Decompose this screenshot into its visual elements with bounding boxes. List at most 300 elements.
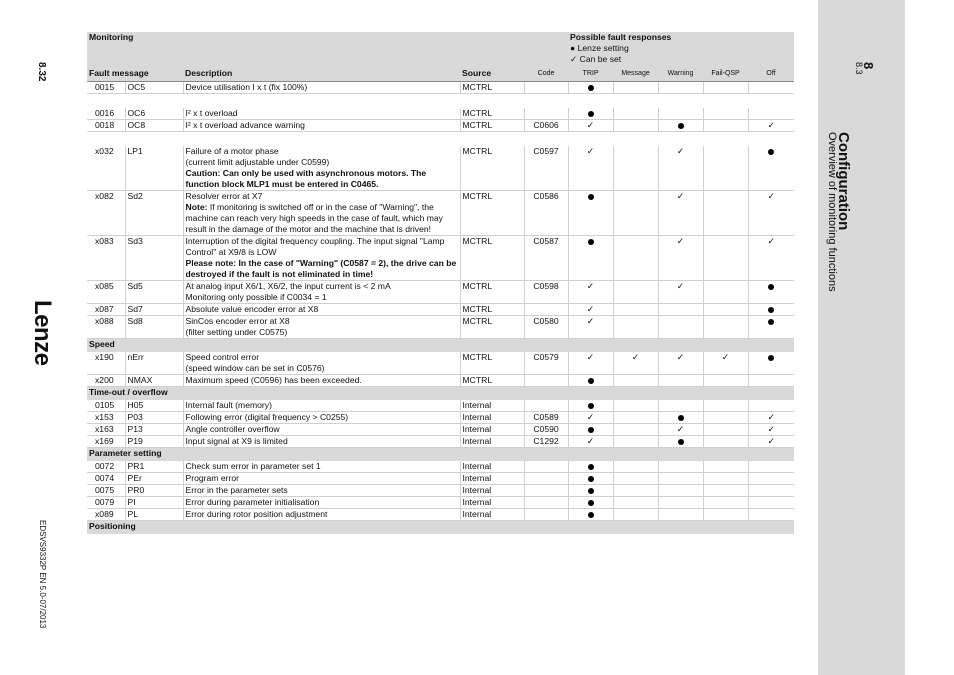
response-message: [613, 375, 658, 387]
fault-source: MCTRL: [460, 316, 524, 339]
fault-id: NMAX: [125, 375, 183, 387]
description-warning: Please note: In the case of "Warning" (C0587 = 2), the drive can be destroyed if the fault is not eliminated in time!: [185, 258, 457, 279]
section-title: Speed: [87, 339, 794, 353]
description-note: [186, 202, 458, 235]
table-row: [87, 375, 794, 387]
response-off: [748, 400, 794, 412]
description-line: Maximum speed (C0596) has been exceeded.: [185, 375, 362, 385]
description-line: Error in the parameter sets: [185, 485, 288, 495]
lenze-setting-dot-icon: [678, 439, 684, 445]
fault-number: x083: [87, 236, 125, 281]
can-be-set-check-icon: ✓: [767, 236, 776, 246]
response-off: [748, 316, 794, 339]
response-warning: [658, 375, 703, 387]
fault-number: x089: [87, 509, 125, 521]
row-spacer: [87, 94, 794, 109]
fault-number: 0074: [87, 473, 125, 485]
response-message: [613, 509, 658, 521]
response-message: [613, 461, 658, 473]
can-be-set-check-icon: ✓: [767, 424, 776, 434]
description-line: Absolute value encoder error at X8: [185, 304, 319, 314]
table-row: [87, 473, 794, 485]
table-row: [87, 108, 794, 120]
note-text: If monitoring is switched off or in the case of "Warning", the machine can reach very high speeds in the case of fault, which may result in the damage of the motor and the machine that is driven!: [185, 202, 443, 234]
fault-source: Internal: [460, 400, 524, 412]
chapter-title: Configuration: [835, 132, 852, 231]
fault-code: [524, 375, 568, 387]
response-trip: [568, 400, 613, 412]
fault-id: H05: [125, 400, 183, 412]
lenze-setting-dot-icon: [768, 307, 774, 313]
spacer-cell: [87, 94, 794, 109]
response-failqsp: [703, 281, 748, 304]
response-warning: [658, 281, 703, 304]
fault-description: [183, 375, 460, 387]
fault-number: x032: [87, 146, 125, 191]
section-header: [87, 339, 794, 353]
response-off: [748, 281, 794, 304]
fault-code: C0598: [524, 281, 568, 304]
lenze-setting-dot-icon: [588, 500, 594, 506]
table-header: [87, 32, 794, 66]
fault-source: MCTRL: [460, 120, 524, 132]
fault-number: x153: [87, 412, 125, 424]
fault-source: MCTRL: [460, 82, 524, 94]
lenze-setting-dot-icon: [768, 319, 774, 325]
table-row: [87, 304, 794, 316]
fault-source: Internal: [460, 412, 524, 424]
col-description: Description: [183, 66, 460, 82]
response-message: [613, 82, 658, 94]
fault-description: [183, 485, 460, 497]
fault-code: C0597: [524, 146, 568, 191]
fault-id: OC8: [125, 120, 183, 132]
description-line: Following error (digital frequency > C0255): [185, 412, 349, 422]
response-off: [748, 82, 794, 94]
section-header: [87, 521, 794, 535]
fault-description: [183, 473, 460, 485]
can-be-set-check-icon: ✓: [676, 146, 685, 156]
fault-source: MCTRL: [460, 236, 524, 281]
fault-number: x190: [87, 352, 125, 375]
lenze-setting-dot-icon: [768, 149, 774, 155]
section-header: [87, 448, 794, 462]
fault-description: [183, 82, 460, 94]
col-source: Source: [460, 66, 524, 82]
section-title: Parameter setting: [87, 448, 794, 462]
response-failqsp: [703, 120, 748, 132]
can-be-set-check-icon: ✓: [676, 352, 685, 362]
can-be-set-check-icon: ✓: [676, 191, 685, 201]
can-be-set-check-icon: ✓: [586, 146, 595, 156]
can-be-set-check-icon: ✓: [676, 424, 685, 434]
fault-code: C0587: [524, 236, 568, 281]
response-off: [748, 485, 794, 497]
fault-description: [183, 304, 460, 316]
response-off: [748, 304, 794, 316]
can-be-set-check-icon: ✓: [586, 120, 595, 130]
fault-number: x085: [87, 281, 125, 304]
section-title: Overview of monitoring functions: [826, 132, 838, 292]
response-off: [748, 120, 794, 132]
fault-description: [183, 108, 460, 120]
table-row: [87, 281, 794, 304]
response-failqsp: [703, 316, 748, 339]
col-code: Code: [524, 66, 568, 82]
fault-id: PR1: [125, 461, 183, 473]
response-warning: [658, 400, 703, 412]
can-be-set-check-icon: ✓: [767, 191, 776, 201]
response-trip: [568, 304, 613, 316]
table-row: [87, 424, 794, 436]
fault-id: PR0: [125, 485, 183, 497]
fault-description: [183, 146, 460, 191]
response-warning: [658, 236, 703, 281]
response-failqsp: [703, 191, 748, 236]
can-be-set-check-icon: ✓: [586, 412, 595, 422]
table-row: [87, 120, 794, 132]
response-message: [613, 191, 658, 236]
lenze-setting-dot-icon: [588, 403, 594, 409]
page-number: 8.32: [36, 62, 47, 82]
left-margin: [0, 0, 80, 675]
description-line: Device utilisation I x t (fix 100%): [185, 82, 308, 92]
response-warning: [658, 352, 703, 375]
fault-code: [524, 509, 568, 521]
response-off: [748, 375, 794, 387]
response-trip: [568, 424, 613, 436]
response-failqsp: [703, 497, 748, 509]
response-trip: [568, 485, 613, 497]
table-row: [87, 436, 794, 448]
response-warning: [658, 461, 703, 473]
fault-source: Internal: [460, 485, 524, 497]
fault-number: 0072: [87, 461, 125, 473]
response-failqsp: [703, 473, 748, 485]
can-be-set-check-icon: ✓: [586, 304, 595, 314]
response-off: [748, 509, 794, 521]
fault-description: [183, 120, 460, 132]
fault-description: [183, 412, 460, 424]
response-failqsp: [703, 485, 748, 497]
response-trip: [568, 316, 613, 339]
lenze-setting-dot-icon: [678, 415, 684, 421]
fault-id: Sd8: [125, 316, 183, 339]
response-failqsp: [703, 412, 748, 424]
table-row: [87, 352, 794, 375]
row-spacer: [87, 132, 794, 147]
fault-description: [183, 436, 460, 448]
response-warning: [658, 436, 703, 448]
response-off: [748, 461, 794, 473]
chapter-tab: [818, 0, 905, 675]
response-warning: [658, 412, 703, 424]
spacer-cell: [87, 132, 794, 147]
lenze-setting-dot-icon: [588, 378, 594, 384]
description-line: Check sum error in parameter set 1: [185, 461, 321, 471]
lenze-setting-dot-icon: [588, 476, 594, 482]
fault-code: C0579: [524, 352, 568, 375]
monitoring-table: [87, 32, 794, 534]
col-failqsp: Fail-QSP: [703, 66, 748, 82]
fault-number: 0079: [87, 497, 125, 509]
fault-code: [524, 461, 568, 473]
lenze-setting-dot-icon: [678, 123, 684, 129]
fault-id: P13: [125, 424, 183, 436]
response-off: [748, 191, 794, 236]
can-be-set-check-icon: ✓: [767, 436, 776, 446]
fault-code: [524, 304, 568, 316]
fault-id: PL: [125, 509, 183, 521]
response-off: [748, 236, 794, 281]
response-message: [613, 473, 658, 485]
fault-id: P19: [125, 436, 183, 448]
chapter-number: 8: [861, 62, 876, 70]
fault-description: [183, 400, 460, 412]
response-warning: [658, 120, 703, 132]
response-off: [748, 146, 794, 191]
can-be-set-check-icon: ✓: [631, 352, 640, 362]
response-trip: [568, 352, 613, 375]
response-warning: [658, 424, 703, 436]
fault-code: C0580: [524, 316, 568, 339]
fault-code: C1292: [524, 436, 568, 448]
fault-description: [183, 352, 460, 375]
fault-description: [183, 316, 460, 339]
col-off: Off: [748, 66, 794, 82]
description-line: At analog input X6/1, X6/2, the input current is < 2 mA: [185, 281, 391, 291]
table-row: [87, 316, 794, 339]
can-be-set-check-icon: ✓: [676, 281, 685, 291]
fault-source: MCTRL: [460, 108, 524, 120]
fault-number: x163: [87, 424, 125, 436]
fault-description: [183, 497, 460, 509]
legend-can-be-set: ✓ Can be set: [570, 54, 622, 64]
lenze-setting-dot-icon: [588, 239, 594, 245]
response-message: [613, 436, 658, 448]
fault-responses-legend: [568, 32, 794, 66]
fault-id: PEr: [125, 473, 183, 485]
lenze-setting-dot-icon: [588, 512, 594, 518]
description-line: (filter setting under C0575): [185, 327, 288, 337]
response-off: [748, 424, 794, 436]
section-title: Time-out / overflow: [87, 387, 794, 401]
fault-number: 0016: [87, 108, 125, 120]
response-trip: [568, 375, 613, 387]
description-line: Error during rotor position adjustment: [185, 509, 328, 519]
description-line: Failure of a motor phase: [185, 146, 279, 156]
response-off: [748, 108, 794, 120]
fault-description: [183, 236, 460, 281]
response-warning: [658, 191, 703, 236]
fault-id: PI: [125, 497, 183, 509]
col-trip: TRIP: [568, 66, 613, 82]
response-trip: [568, 461, 613, 473]
response-failqsp: [703, 108, 748, 120]
fault-id: LP1: [125, 146, 183, 191]
fault-number: 0015: [87, 82, 125, 94]
response-failqsp: [703, 461, 748, 473]
description-line: Speed control error: [185, 352, 260, 362]
fault-source: MCTRL: [460, 375, 524, 387]
fault-code: [524, 473, 568, 485]
can-be-set-check-icon: ✓: [586, 436, 595, 446]
response-off: [748, 436, 794, 448]
response-off: [748, 473, 794, 485]
response-message: [613, 236, 658, 281]
fault-responses-title: Possible fault responses: [570, 32, 672, 42]
table-row: [87, 236, 794, 281]
fault-description: [183, 281, 460, 304]
fault-code: C0606: [524, 120, 568, 132]
table-row: [87, 191, 794, 236]
can-be-set-check-icon: ✓: [586, 281, 595, 291]
lenze-setting-dot-icon: [588, 111, 594, 117]
fault-id: P03: [125, 412, 183, 424]
description-line: Internal fault (memory): [185, 400, 272, 410]
description-line: Input signal at X9 is limited: [185, 436, 288, 446]
table-row: [87, 82, 794, 94]
response-failqsp: [703, 236, 748, 281]
section-number: 8.3: [854, 62, 864, 75]
table-row: [87, 485, 794, 497]
lenze-setting-dot-icon: [768, 284, 774, 290]
response-failqsp: [703, 82, 748, 94]
response-message: [613, 146, 658, 191]
fault-source: MCTRL: [460, 191, 524, 236]
fault-id: OC5: [125, 82, 183, 94]
description-line: I² x t overload advance warning: [185, 120, 305, 130]
response-failqsp: [703, 424, 748, 436]
description-line: Program error: [185, 473, 239, 483]
fault-source: MCTRL: [460, 352, 524, 375]
response-failqsp: [703, 304, 748, 316]
table-row: [87, 400, 794, 412]
response-failqsp: [703, 352, 748, 375]
response-off: [748, 412, 794, 424]
response-warning: [658, 473, 703, 485]
fault-number: x088: [87, 316, 125, 339]
section-title: Positioning: [87, 521, 794, 535]
fault-number: x087: [87, 304, 125, 316]
can-be-set-check-icon: ✓: [586, 352, 595, 362]
description-line: Interruption of the digital frequency coupling. The input signal "Lamp Control" at X9/8 is LOW: [185, 236, 445, 257]
note-label: Note:: [185, 202, 208, 212]
response-message: [613, 412, 658, 424]
fault-source: Internal: [460, 424, 524, 436]
fault-source: Internal: [460, 473, 524, 485]
can-be-set-check-icon: ✓: [721, 352, 730, 362]
lenze-setting-dot-icon: [588, 85, 594, 91]
document-id: EDSVS9332P EN 5.0-07/2013: [38, 520, 47, 629]
fault-number: 0075: [87, 485, 125, 497]
fault-id: OC6: [125, 108, 183, 120]
response-failqsp: [703, 509, 748, 521]
response-warning: [658, 316, 703, 339]
fault-source: Internal: [460, 461, 524, 473]
fault-number: x082: [87, 191, 125, 236]
fault-code: [524, 485, 568, 497]
lenze-logo: Lenze: [29, 300, 56, 366]
response-trip: [568, 82, 613, 94]
fault-source: Internal: [460, 497, 524, 509]
description-line: (speed window can be set in C0576): [185, 363, 325, 373]
description-line: SinCos encoder error at X8: [185, 316, 290, 326]
response-failqsp: [703, 146, 748, 191]
response-warning: [658, 108, 703, 120]
response-message: [613, 400, 658, 412]
lenze-setting-dot-icon: [588, 194, 594, 200]
response-message: [613, 316, 658, 339]
fault-description: [183, 424, 460, 436]
table-row: [87, 412, 794, 424]
fault-code: [524, 108, 568, 120]
response-trip: [568, 236, 613, 281]
fault-description: [183, 461, 460, 473]
col-fault-message: Fault message: [87, 66, 183, 82]
fault-number: 0105: [87, 400, 125, 412]
description-warning: Caution: Can only be used with asynchronous motors. The function block MLP1 must be entered in C0465.: [185, 168, 427, 189]
fault-code: [524, 497, 568, 509]
response-trip: [568, 191, 613, 236]
response-trip: [568, 146, 613, 191]
fault-source: MCTRL: [460, 146, 524, 191]
fault-number: x169: [87, 436, 125, 448]
can-be-set-check-icon: ✓: [767, 412, 776, 422]
fault-id: Sd7: [125, 304, 183, 316]
description-line: Error during parameter initialisation: [185, 497, 320, 507]
response-trip: [568, 509, 613, 521]
description-line: Resolver error at X7: [185, 191, 263, 201]
response-warning: [658, 485, 703, 497]
response-message: [613, 281, 658, 304]
response-message: [613, 485, 658, 497]
column-headers: [87, 66, 794, 82]
fault-code: C0589: [524, 412, 568, 424]
fault-description: [183, 191, 460, 236]
response-warning: [658, 82, 703, 94]
response-failqsp: [703, 375, 748, 387]
response-trip: [568, 108, 613, 120]
fault-id: Sd5: [125, 281, 183, 304]
response-trip: [568, 497, 613, 509]
table-row: [87, 497, 794, 509]
response-message: [613, 424, 658, 436]
response-warning: [658, 146, 703, 191]
fault-id: Sd3: [125, 236, 183, 281]
can-be-set-check-icon: ✓: [586, 316, 595, 326]
response-message: [613, 120, 658, 132]
response-trip: [568, 473, 613, 485]
col-warning: Warning: [658, 66, 703, 82]
response-message: [613, 497, 658, 509]
response-warning: [658, 497, 703, 509]
table-row: [87, 461, 794, 473]
response-failqsp: [703, 400, 748, 412]
response-off: [748, 352, 794, 375]
fault-code: [524, 82, 568, 94]
section-header: [87, 387, 794, 401]
response-failqsp: [703, 436, 748, 448]
can-be-set-check-icon: ✓: [676, 236, 685, 246]
fault-source: Internal: [460, 509, 524, 521]
lenze-setting-dot-icon: [768, 355, 774, 361]
response-trip: [568, 120, 613, 132]
fault-source: Internal: [460, 436, 524, 448]
can-be-set-check-icon: ✓: [767, 120, 776, 130]
response-message: [613, 352, 658, 375]
fault-description: [183, 509, 460, 521]
